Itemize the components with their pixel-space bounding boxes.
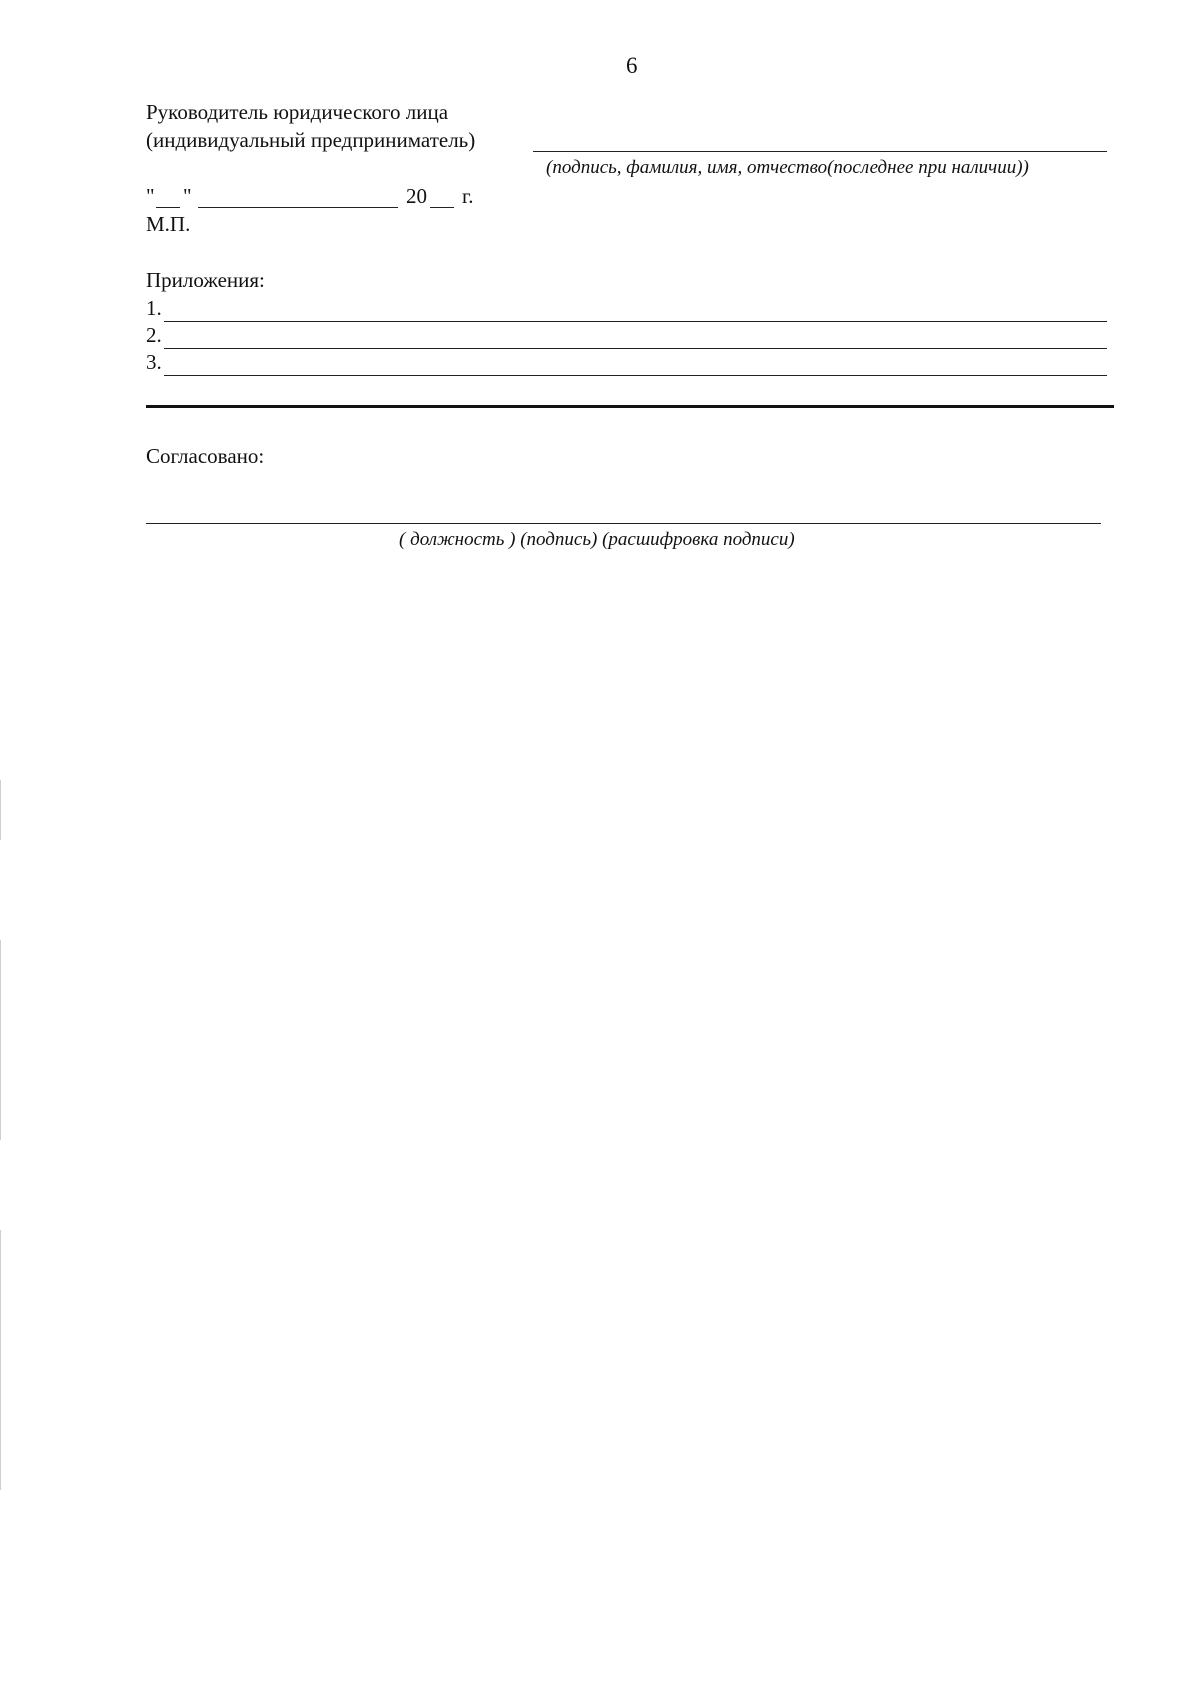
- attachment-number-2: 2.: [146, 323, 162, 347]
- signatory-title-line1: Руководитель юридического лица: [146, 100, 449, 124]
- attachment-number-1: 1.: [146, 296, 162, 320]
- approval-caption: ( должность ) (подпись) (расшифровка подписи): [399, 529, 795, 550]
- scan-artifact: [0, 780, 1, 840]
- signatory-title-line2: (индивидуальный предприниматель): [146, 128, 476, 152]
- year-suffix: г.: [462, 184, 474, 208]
- attachment-number-3: 3.: [146, 350, 162, 374]
- section-divider: [146, 405, 1114, 408]
- attachments-heading: Приложения:: [146, 268, 265, 292]
- date-close-quote: ": [183, 184, 192, 208]
- signature-caption: (подпись, фамилия, имя, отчество(последнее при наличии)): [546, 157, 1029, 178]
- stamp-mark: М.П.: [146, 212, 191, 236]
- scan-artifact: [0, 1230, 1, 1490]
- year-prefix: 20: [406, 184, 427, 208]
- attachment-line-1[interactable]: [164, 321, 1107, 322]
- attachment-line-2[interactable]: [164, 348, 1107, 349]
- signature-line[interactable]: [533, 151, 1107, 152]
- attachment-line-3[interactable]: [164, 375, 1107, 376]
- approval-heading: Согласовано:: [146, 444, 265, 468]
- date-open-quote: ": [146, 184, 155, 208]
- month-blank[interactable]: [198, 207, 398, 208]
- approval-signature-line[interactable]: [146, 523, 1101, 524]
- page-number: 6: [626, 53, 638, 78]
- year-blank[interactable]: [430, 207, 454, 208]
- scan-artifact: [0, 940, 1, 1140]
- day-blank[interactable]: [156, 207, 180, 208]
